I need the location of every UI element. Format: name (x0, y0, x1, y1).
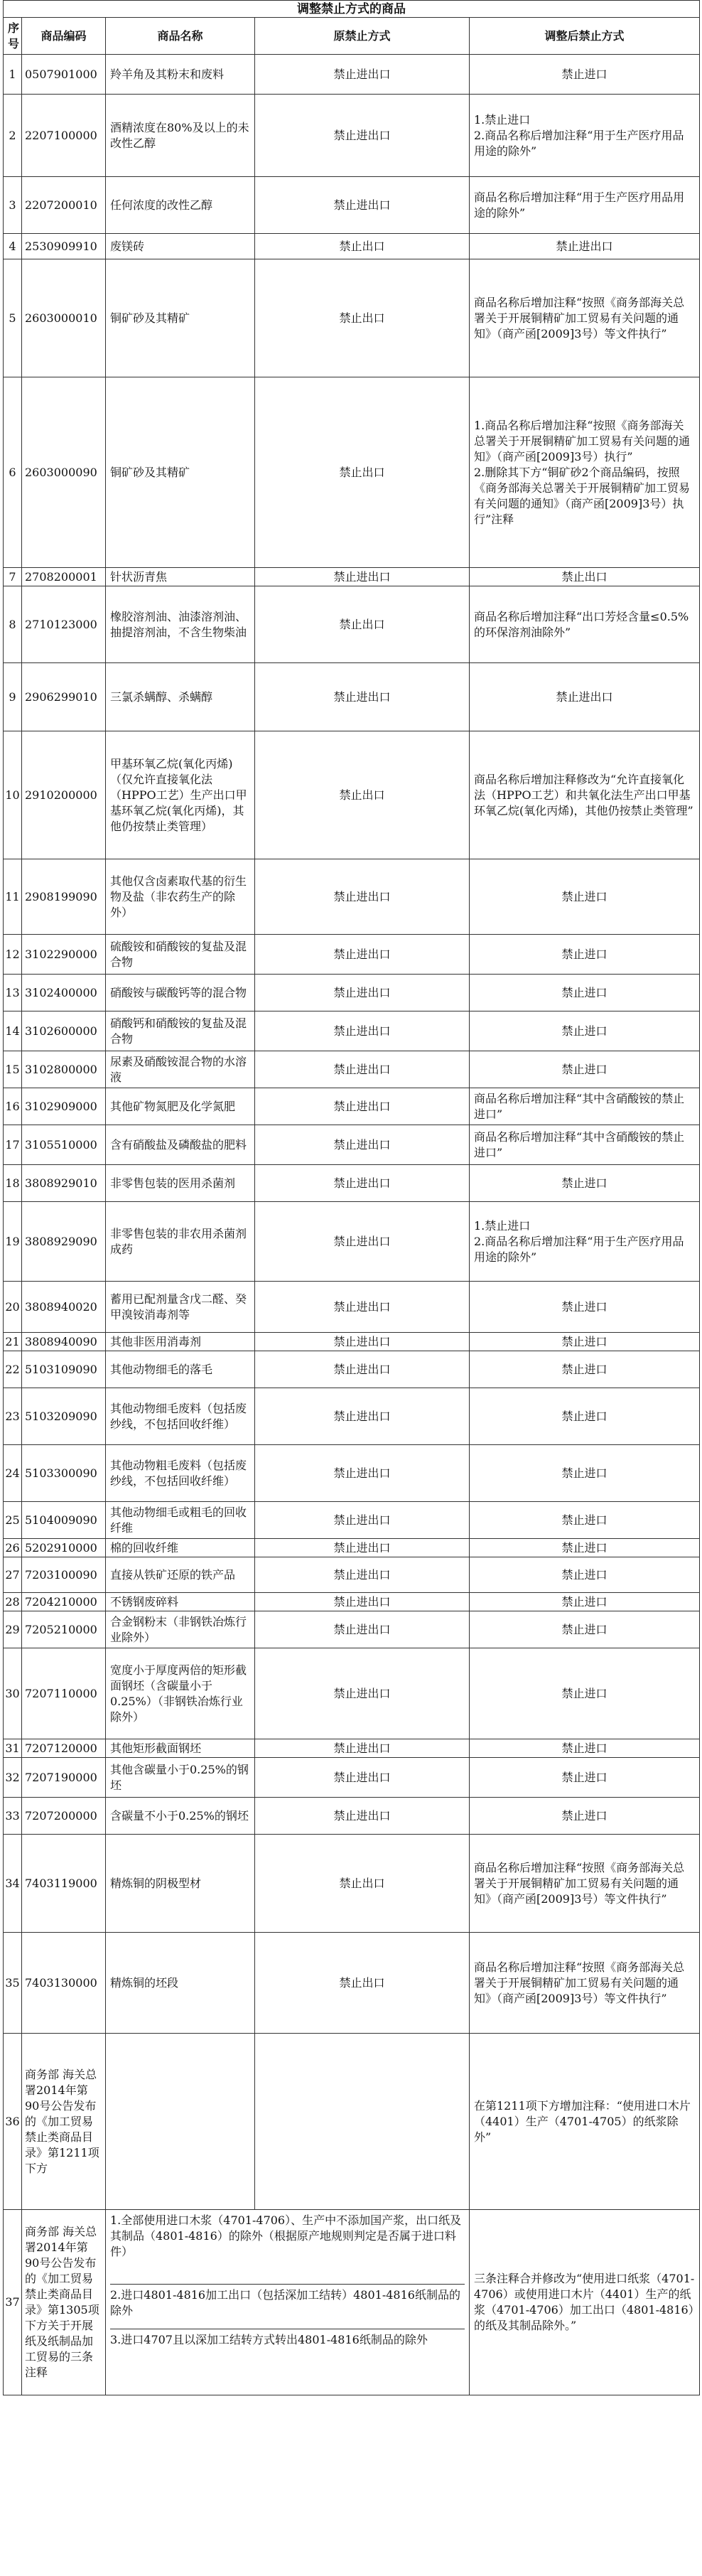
table-row (4, 1758, 700, 1798)
row-new-method (470, 731, 700, 859)
row-orig-method: 禁止进出口 (255, 1351, 470, 1388)
row-new-method (470, 1051, 700, 1088)
row-new-method (470, 2034, 700, 2210)
row-orig-method: 禁止进出口 (255, 1088, 470, 1125)
row-name: 含有硝酸盐及磷酸盐的肥料 (106, 1125, 255, 1165)
row-seq: 3 (4, 177, 22, 234)
row-new-method (470, 1351, 700, 1388)
row-code: 7207200000 (22, 1798, 106, 1835)
table-row (4, 95, 700, 177)
new-method-line: 禁止进口 (561, 1062, 608, 1076)
table-row (4, 568, 700, 586)
table-row (4, 1557, 700, 1593)
new-method-line: 禁止进口 (561, 1362, 608, 1376)
new-method-line: 禁止进口 (561, 1466, 608, 1480)
row-name: 铜矿砂及其精矿 (106, 259, 255, 377)
row-new-method (470, 95, 700, 177)
row-code: 5103109090 (22, 1351, 106, 1388)
row-code: 3102400000 (22, 975, 106, 1011)
new-method-line: 禁止进口 (561, 1540, 608, 1555)
row-seq: 34 (4, 1835, 22, 1933)
row-seq: 22 (4, 1351, 22, 1388)
row-name: 精炼铜的阴极型材 (106, 1835, 255, 1933)
row-orig-method: 禁止进出口 (255, 1388, 470, 1445)
new-method-line: 商品名称后增加注释“出口芳烃含量≤0.5%的环保溶剂油除外” (474, 609, 689, 639)
table-row (4, 1539, 700, 1557)
row37-note-item: 2.进口4801-4816加工出口（包括深加工结转）4801-4816纸制品的除外 (110, 2285, 465, 2329)
row-code: 3808940020 (22, 1282, 106, 1333)
row-name: 非零售包装的医用杀菌剂 (106, 1165, 255, 1202)
row-name: 硝酸铵与碳酸钙等的混合物 (106, 975, 255, 1011)
row-seq: 11 (4, 859, 22, 935)
row-seq: 37 (4, 2210, 22, 2395)
table-row (4, 1445, 700, 1502)
new-method-line: 禁止进口 (561, 1334, 608, 1348)
row-new-method (470, 1388, 700, 1445)
row-orig-method: 禁止进出口 (255, 1798, 470, 1835)
row-name: 蓄用已配剂量含戊二醛、癸甲溴铵消毒剂等 (106, 1282, 255, 1333)
table-row (4, 1011, 700, 1051)
row-seq: 28 (4, 1593, 22, 1611)
table-row (4, 177, 700, 234)
new-method-line: 商品名称后增加注释“其中含硝酸铵的禁止进口” (474, 1091, 685, 1121)
table-row (4, 1088, 700, 1125)
new-method-line: 禁止进口 (561, 1622, 608, 1636)
row-new-method (470, 663, 700, 731)
row-code: 0507901000 (22, 55, 106, 95)
new-method-line: 禁止进口 (561, 1808, 608, 1823)
row-code: 5103209090 (22, 1388, 106, 1445)
row-name: 宽度小于厚度两倍的矩形截面钢坯（含碳量小于0.25%）（非钢铁冶炼行业除外） (106, 1648, 255, 1739)
new-method-line: 禁止进口 (561, 1741, 608, 1755)
row-name: 硝酸钙和硝酸铵的复盐及混合物 (106, 1011, 255, 1051)
row-code: 2908199090 (22, 859, 106, 935)
row-new-method (470, 859, 700, 935)
row-new-method: 三条注释合并修改为“使用进口纸浆（4701-4706）或使用进口木片（4401）生产的纸浆（4701-4706）加工出口（4801-4816）的纸及其制品除外。” (470, 2210, 700, 2395)
row-new-method (470, 1798, 700, 1835)
row-orig-method: 禁止进出口 (255, 1502, 470, 1539)
row-seq: 8 (4, 586, 22, 663)
row-orig-method: 禁止进出口 (255, 975, 470, 1011)
table-row (4, 1051, 700, 1088)
row-name: 铜矿砂及其精矿 (106, 377, 255, 568)
table-row (4, 2210, 700, 2395)
table-row (4, 1202, 700, 1282)
table-row (4, 1835, 700, 1933)
row-new-method (470, 1933, 700, 2034)
row-new-method (470, 234, 700, 259)
row-seq: 35 (4, 1933, 22, 2034)
row-seq: 18 (4, 1165, 22, 1202)
row-name: 酒精浓度在80%及以上的未改性乙醇 (106, 95, 255, 177)
row-code: 2207200010 (22, 177, 106, 234)
table-row (4, 975, 700, 1011)
row-new-method (470, 377, 700, 568)
row-seq: 33 (4, 1798, 22, 1835)
row-name: 其他动物细毛或粗毛的回收纤维 (106, 1502, 255, 1539)
row-code: 5104009090 (22, 1502, 106, 1539)
row-new-method (470, 1165, 700, 1202)
row-orig-method: 禁止进出口 (255, 859, 470, 935)
row-new-method (470, 177, 700, 234)
new-method-line: 禁止进口 (561, 67, 608, 81)
row-new-method (470, 1835, 700, 1933)
row-name: 其他动物细毛废料（包括废纱线，不包括回收纤维） (106, 1388, 255, 1445)
row-seq: 19 (4, 1202, 22, 1282)
table-row (4, 1798, 700, 1835)
row-code: 3808940090 (22, 1333, 106, 1351)
row-new-method (470, 1088, 700, 1125)
row-code: 3105510000 (22, 1125, 106, 1165)
new-method-line: 禁止进口 (561, 985, 608, 999)
row-name: 直接从铁矿还原的铁产品 (106, 1557, 255, 1593)
new-method-line: 1.禁止进口 (474, 1218, 531, 1233)
row-new-method (470, 1539, 700, 1557)
row-seq: 30 (4, 1648, 22, 1739)
new-method-line: 禁止进出口 (556, 239, 613, 253)
row-name: 针状沥青焦 (106, 568, 255, 586)
new-method-line: 在第1211项下方增加注释：“使用进口木片（4401）生产（4701-4705）的纸浆除外” (474, 2098, 691, 2144)
row-new-method (470, 1502, 700, 1539)
table-row (4, 859, 700, 935)
row-new-method (470, 975, 700, 1011)
row-code: 2906299010 (22, 663, 106, 731)
new-method-line: 禁止进口 (561, 947, 608, 961)
row-new-method (470, 586, 700, 663)
row-seq: 9 (4, 663, 22, 731)
row-orig-method: 禁止进出口 (255, 1611, 470, 1648)
header-name: 商品名称 (106, 18, 255, 55)
new-method-line: 禁止进口 (561, 1024, 608, 1038)
table-row (4, 586, 700, 663)
row-code: 3808929010 (22, 1165, 106, 1202)
table-row (4, 55, 700, 95)
new-method-line: 2.商品名称后增加注释“用于生产医疗用品用途的除外” (474, 128, 684, 158)
new-method-line: 商品名称后增加注释“按照《商务部海关总署关于开展铜精矿加工贸易有关问题的通知》（商产函[2009]3号）等文件执行” (474, 1860, 685, 1906)
row-name: 其他含碳量小于0.25%的钢坯 (106, 1758, 255, 1798)
table-row (4, 1502, 700, 1539)
new-method-line: 2.删除其下方“铜矿砂2个商品编码，按照《商务部海关总署关于开展铜精矿加工贸易有关问题的通知》（商产函[2009]3号）执行”注释 (474, 465, 691, 526)
row-new-method (470, 568, 700, 586)
row-orig-method: 禁止进出口 (255, 177, 470, 234)
row-code: 5103300090 (22, 1445, 106, 1502)
table-row (4, 1739, 700, 1758)
row-orig-method: 禁止进出口 (255, 568, 470, 586)
row37-note-item: 3.进口4707且以深加工结转方式转出4801-4816纸制品的除外 (110, 2333, 428, 2346)
row-new-method (470, 935, 700, 975)
new-method-line: 禁止进口 (561, 1409, 608, 1423)
row-seq: 14 (4, 1011, 22, 1051)
table-row (4, 935, 700, 975)
table-row (4, 1933, 700, 2034)
row-seq: 12 (4, 935, 22, 975)
row-orig-method: 禁止进出口 (255, 1648, 470, 1739)
row-name: 含碳量不小于0.25%的钢坯 (106, 1798, 255, 1835)
table-row (4, 1282, 700, 1333)
new-method-line: 商品名称后增加注释“其中含硝酸铵的禁止进口” (474, 1129, 685, 1159)
table-row (4, 663, 700, 731)
new-method-line: 1.商品名称后增加注释“按照《商务部海关总署关于开展铜精矿加工贸易有关问题的通知》（商产函[2009]3号）执行” (474, 418, 691, 463)
row-seq: 1 (4, 55, 22, 95)
row-seq: 16 (4, 1088, 22, 1125)
row-name: 硫酸铵和硝酸铵的复盐及混合物 (106, 935, 255, 975)
row-code: 5202910000 (22, 1539, 106, 1557)
row-seq: 13 (4, 975, 22, 1011)
row-seq: 15 (4, 1051, 22, 1088)
table-row (4, 731, 700, 859)
row-seq: 7 (4, 568, 22, 586)
table-title: 调整禁止方式的商品 (4, 1, 700, 18)
new-method-line: 禁止进口 (561, 1513, 608, 1527)
row-orig-method: 禁止进出口 (255, 1125, 470, 1165)
table-row (4, 2034, 700, 2210)
row-name: 非零售包装的非农用杀菌剂成药 (106, 1202, 255, 1282)
table-row (4, 1388, 700, 1445)
row-code: 3102290000 (22, 935, 106, 975)
row-seq: 20 (4, 1282, 22, 1333)
header-new: 调整后禁止方式 (470, 18, 700, 55)
row-orig-method (255, 2034, 470, 2210)
new-method-line: 禁止进口 (561, 1770, 608, 1784)
row-new-method (470, 1593, 700, 1611)
row-new-method (470, 1611, 700, 1648)
row-seq: 25 (4, 1502, 22, 1539)
row-name: 精炼铜的坯段 (106, 1933, 255, 2034)
row-code: 2603000090 (22, 377, 106, 568)
new-method-line: 禁止进口 (561, 1567, 608, 1582)
row-code: 7403119000 (22, 1835, 106, 1933)
row-name: 合金钢粉末（非钢铁冶炼行业除外） (106, 1611, 255, 1648)
row-code: 3102600000 (22, 1011, 106, 1051)
row-orig-method: 禁止进出口 (255, 1333, 470, 1351)
row-new-method (470, 1333, 700, 1351)
row-new-method (470, 1445, 700, 1502)
new-method-line: 禁止进口 (561, 889, 608, 903)
header-seq: 序号 (4, 18, 22, 55)
table-row (4, 234, 700, 259)
row-name: 棉的回收纤维 (106, 1539, 255, 1557)
row-name: 不锈钢废碎料 (106, 1593, 255, 1611)
row-code: 7204210000 (22, 1593, 106, 1611)
row-code: 7207110000 (22, 1648, 106, 1739)
new-method-line: 商品名称后增加注释修改为“允许直接氧化法（HPPO工艺）和共氧化法生产出口甲基环氧乙烷(氧化丙烯)，其他仍按禁止类管理” (474, 772, 693, 817)
row-seq: 17 (4, 1125, 22, 1165)
row-seq: 6 (4, 377, 22, 568)
row-seq: 29 (4, 1611, 22, 1648)
row-name: 羚羊角及其粉末和废料 (106, 55, 255, 95)
row-seq: 32 (4, 1758, 22, 1798)
row-orig-method: 禁止出口 (255, 1835, 470, 1933)
row-orig-method: 禁止进出口 (255, 1051, 470, 1088)
row-code: 7207120000 (22, 1739, 106, 1758)
new-method-line: 禁止进出口 (556, 689, 613, 704)
row-name: 废镁砖 (106, 234, 255, 259)
table-row (4, 1593, 700, 1611)
new-method-line: 2.商品名称后增加注释“用于生产医疗用品用途的除外” (474, 1234, 684, 1264)
row-name: 橡胶溶剂油、油漆溶剂油、抽提溶剂油，不含生物柴油 (106, 586, 255, 663)
row-new-method (470, 259, 700, 377)
row-orig-method: 禁止进出口 (255, 663, 470, 731)
row-new-method (470, 1282, 700, 1333)
row-orig-method: 禁止进出口 (255, 1739, 470, 1758)
row-new-method (470, 1125, 700, 1165)
row-orig-method: 禁止进出口 (255, 1282, 470, 1333)
row-code: 2603000010 (22, 259, 106, 377)
row-orig-method: 禁止进出口 (255, 95, 470, 177)
row-orig-method: 禁止出口 (255, 731, 470, 859)
row-name: 其他非医用消毒剂 (106, 1333, 255, 1351)
row-code: 2708200001 (22, 568, 106, 586)
table-row (4, 1648, 700, 1739)
row-name: 其他动物粗毛废料（包括废纱线，不包括回收纤维） (106, 1445, 255, 1502)
row-code: 3102909000 (22, 1088, 106, 1125)
row-new-method (470, 1557, 700, 1593)
row-new-method (470, 1739, 700, 1758)
table-row (4, 1165, 700, 1202)
row-new-method (470, 1011, 700, 1051)
row-name: 其他矿物氮肥及化学氮肥 (106, 1088, 255, 1125)
row-code: 7403130000 (22, 1933, 106, 2034)
row-name: 其他仅含卤素取代基的衍生物及盐（非农药生产的除外） (106, 859, 255, 935)
row-name: 其他矩形截面钢坯 (106, 1739, 255, 1758)
row-seq: 10 (4, 731, 22, 859)
table-row (4, 377, 700, 568)
table-row (4, 259, 700, 377)
row-orig-method: 禁止进出口 (255, 935, 470, 975)
row-new-method (470, 55, 700, 95)
new-method-line: 禁止进口 (561, 1594, 608, 1609)
table-row (4, 1333, 700, 1351)
row-orig-method: 禁止出口 (255, 586, 470, 663)
row-name: 任何浓度的改性乙醇 (106, 177, 255, 234)
row-code: 7203100090 (22, 1557, 106, 1593)
row-new-method (470, 1648, 700, 1739)
new-method-line: 1.禁止进口 (474, 112, 531, 127)
table-body (4, 55, 700, 2395)
table-row (4, 1125, 700, 1165)
row-seq: 26 (4, 1539, 22, 1557)
row-seq: 27 (4, 1557, 22, 1593)
row-orig-method: 禁止出口 (255, 377, 470, 568)
row-code: 2207100000 (22, 95, 106, 177)
header-orig: 原禁止方式 (255, 18, 470, 55)
row-orig-method: 禁止进出口 (255, 55, 470, 95)
new-method-line: 商品名称后增加注释“按照《商务部海关总署关于开展铜精矿加工贸易有关问题的通知》（商产函[2009]3号）等文件执行” (474, 1960, 685, 2005)
adjusted-ban-table (3, 0, 700, 2395)
row-orig-method: 禁止进出口 (255, 1011, 470, 1051)
row-new-method (470, 1758, 700, 1798)
row-orig-method: 禁止进出口 (255, 1557, 470, 1593)
row-seq: 31 (4, 1739, 22, 1758)
row-name: 其他动物细毛的落毛 (106, 1351, 255, 1388)
row-seq: 21 (4, 1333, 22, 1351)
new-method-line: 禁止进口 (561, 1299, 608, 1314)
row-seq: 24 (4, 1445, 22, 1502)
row-code: 7205210000 (22, 1611, 106, 1648)
row-orig-method: 禁止出口 (255, 259, 470, 377)
row-orig-method: 禁止进出口 (255, 1202, 470, 1282)
header-code: 商品编码 (22, 18, 106, 55)
row-code: 3808929090 (22, 1202, 106, 1282)
row-orig-method: 禁止出口 (255, 1933, 470, 2034)
table-row (4, 1351, 700, 1388)
row-orig-method: 禁止进出口 (255, 1593, 470, 1611)
new-method-line: 商品名称后增加注释“按照《商务部海关总署关于开展铜精矿加工贸易有关问题的通知》（商产函[2009]3号）等文件执行” (474, 295, 685, 340)
row37-notes (106, 2210, 470, 2395)
row-new-method (470, 1202, 700, 1282)
new-method-line: 禁止进口 (561, 1686, 608, 1700)
row-seq: 2 (4, 95, 22, 177)
row-name (106, 2034, 255, 2210)
row-name: 甲基环氧乙烷(氧化丙烯)（仅允许直接氧化法（HPPO工艺）生产出口甲基环氧乙烷(氧化丙烯)，其他仍按禁止类管理） (106, 731, 255, 859)
row-name: 尿素及硝酸铵混合物的水溶液 (106, 1051, 255, 1088)
row-orig-method: 禁止进出口 (255, 1165, 470, 1202)
row-seq: 23 (4, 1388, 22, 1445)
row-code: 2910200000 (22, 731, 106, 859)
row-code: 2530909910 (22, 234, 106, 259)
row-code: 商务部 海关总署2014年第90号公告发布的《加工贸易禁止类商品目录》第1305项下方关于开展纸及纸制品加工贸易的三条注释 (22, 2210, 106, 2395)
row-seq: 4 (4, 234, 22, 259)
row-seq: 36 (4, 2034, 22, 2210)
document-page (3, 0, 700, 2395)
row-orig-method: 禁止出口 (255, 234, 470, 259)
new-method-line: 禁止出口 (561, 569, 608, 584)
row-seq: 5 (4, 259, 22, 377)
row-code: 3102800000 (22, 1051, 106, 1088)
row-orig-method: 禁止进出口 (255, 1445, 470, 1502)
row-orig-method: 禁止进出口 (255, 1758, 470, 1798)
row-code: 7207190000 (22, 1758, 106, 1798)
table-row (4, 1611, 700, 1648)
new-method-line: 禁止进口 (561, 1176, 608, 1190)
row-orig-method: 禁止进出口 (255, 1539, 470, 1557)
new-method-line: 商品名称后增加注释“用于生产医疗用品用途的除外” (474, 190, 685, 220)
row-code: 商务部 海关总署2014年第90号公告发布的《加工贸易禁止类商品目录》第1211项下方 (22, 2034, 106, 2210)
row37-note-item: 1.全部使用进口木浆（4701-4706）、生产中不添加国产浆，出口纸及其制品（4801-4816）的除外（根据原产地规则判定是否属于进口料件） (110, 2210, 465, 2285)
row-name: 三氯杀螨醇、杀螨醇 (106, 663, 255, 731)
row-code: 2710123000 (22, 586, 106, 663)
